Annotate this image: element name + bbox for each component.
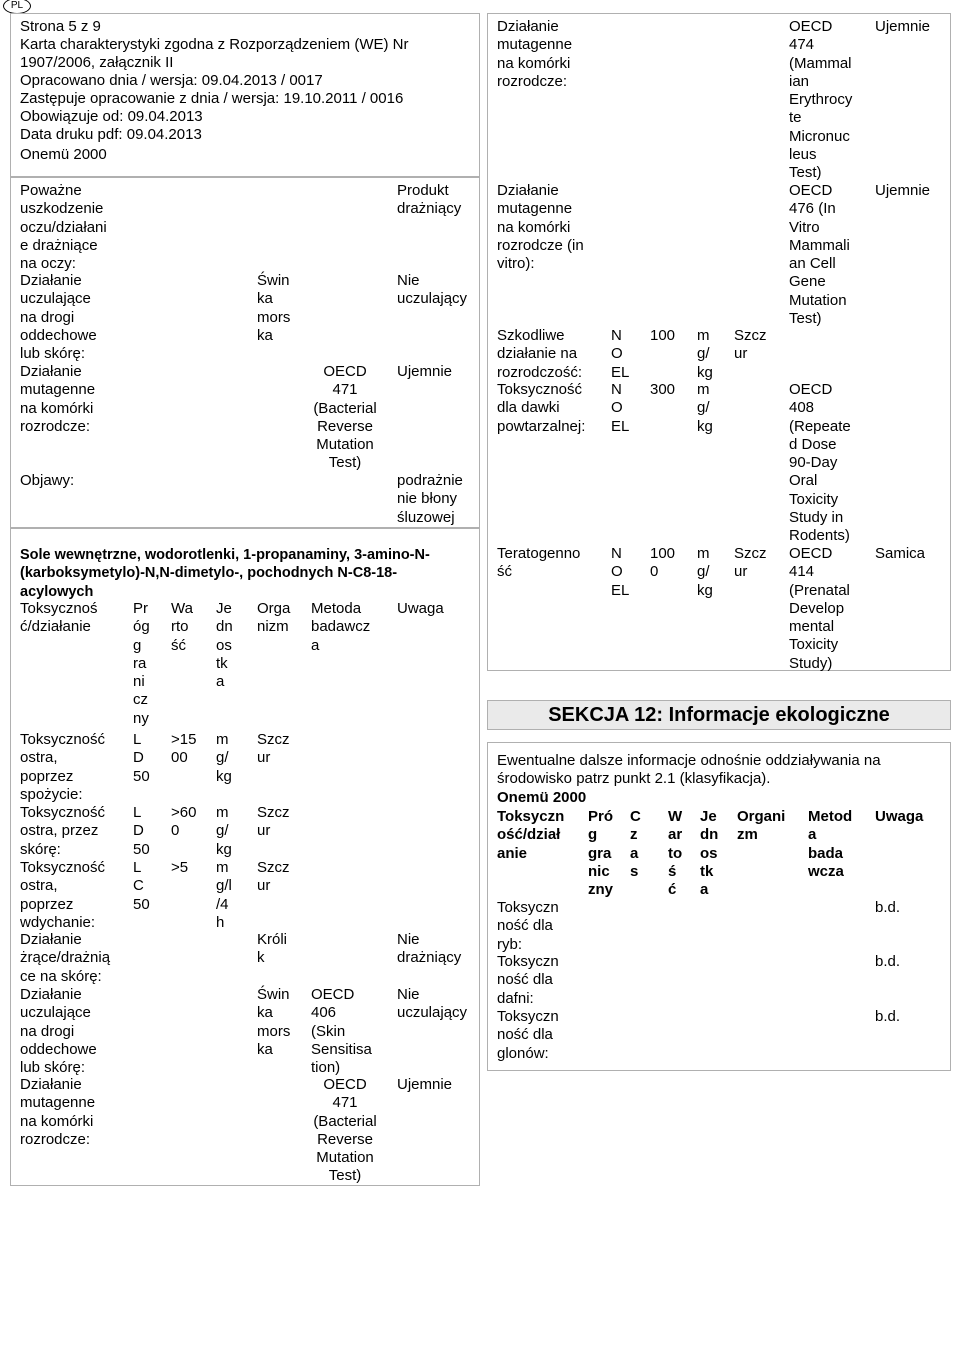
table-row: Toksyczność ostra, poprzez wdychanie: — [20, 859, 106, 931]
table-cell: Szcz ur — [257, 731, 290, 767]
table-cell: L D 50 — [133, 731, 150, 785]
language-badge: PL — [3, 0, 31, 14]
regulation: 1907/2006, załącznik II — [20, 54, 174, 71]
eco-th-note: Uwaga — [875, 808, 924, 825]
th-value: Wa rto ść — [171, 600, 193, 654]
r-repro-unit: m g/ kg — [697, 327, 713, 381]
table-row: Toksyczn ność dla ryb: — [497, 899, 559, 953]
mutagenicity-method: OECD 471 (Bacterial Reverse Mutation Test) — [313, 363, 377, 472]
r-terato-method: OECD 414 (Prenatal Develop mental Toxicity Study) — [789, 545, 850, 672]
eco-th-organism: Organi zm — [737, 808, 786, 844]
eco-th-value: W ar to ś ć — [668, 808, 683, 899]
eco-product: Onemü 2000 — [497, 789, 587, 806]
table-cell: Ujemnie — [397, 1076, 453, 1093]
table-cell: L D 50 — [133, 804, 150, 858]
eco-th-toxicity: Toksyczn ość/dział anie — [497, 808, 565, 862]
table-cell: Nie drażniący — [397, 931, 462, 967]
table-row: Działanie żrące/drażnią ce na skórę: — [20, 931, 111, 985]
table-cell: b.d. — [875, 1008, 901, 1025]
th-note: Uwaga — [397, 600, 444, 617]
table-cell: Świn ka mors ka — [257, 986, 291, 1058]
page-number: Strona 5 z 9 — [20, 18, 101, 35]
table-row: Toksyczn ność dla glonów: — [497, 1008, 559, 1062]
symptoms-note: podrażnie nie błony śluzowej — [397, 472, 463, 526]
r-mutagen-label: Działanie mutagenne na komórki rozrodcze: — [497, 18, 573, 90]
th-endpoint: Pr óg g ra ni cz ny — [133, 600, 150, 727]
eco-th-duration: C z a s — [630, 808, 641, 880]
r-terato-label: Teratogenno ść — [497, 545, 581, 581]
table-cell: b.d. — [875, 953, 901, 970]
table-row: Toksyczność ostra, poprzez spożycie: — [20, 731, 106, 803]
r-repro-value: 100 — [650, 327, 676, 344]
table-cell: Szcz ur — [257, 804, 290, 840]
valid-from: Obowiązuje od: 09.04.2013 — [20, 108, 203, 125]
r-repeat-endpoint: N O EL — [611, 381, 630, 435]
table-row: Toksyczn ność dla dafni: — [497, 953, 559, 1007]
eco-intro: Ewentualne dalsze informacje odnośnie oddziaływania na środowisko patrz punkt 2.1 (klasyfikacja). — [497, 752, 881, 788]
th-unit: Je dn os tk a — [216, 600, 233, 691]
table-cell: m g/ kg — [216, 731, 232, 785]
r-terato-value: 100 0 — [650, 545, 676, 581]
th-toxicity: Toksycznoś ć/działanie — [20, 600, 98, 636]
r-invitro-note: Ujemnie — [875, 182, 931, 199]
eye-damage-note: Produkt drażniący — [397, 182, 462, 218]
th-organism: Orga nizm — [257, 600, 291, 636]
r-terato-note: Samica — [875, 545, 926, 562]
table-cell: OECD 406 (Skin Sensitisa tion) — [311, 986, 372, 1077]
document-type: Karta charakterystyki zgodna z Rozporządzeniem (WE) Nr — [20, 36, 409, 53]
r-repro-label: Szkodliwe działanie na rozrodczość: — [497, 327, 583, 381]
r-repeat-label: Toksyczność dla dawki powtarzalnej: — [497, 381, 586, 435]
table-cell: >15 00 — [171, 731, 197, 767]
table-cell: Szcz ur — [257, 859, 290, 895]
r-mutagen-method: OECD 474 (Mammal ian Erythrocy te Micronuc leus Test) — [789, 18, 853, 182]
r-invitro-label: Działanie mutagenne na komórki rozrodcze (in vitro): — [497, 182, 584, 273]
section-12-title: SEKCJA 12: Informacje ekologiczne — [548, 704, 890, 726]
eco-th-endpoint: Pró g gra nic zny — [588, 808, 614, 899]
sensitisation-organism: Świn ka mors ka — [257, 272, 291, 344]
table-cell: b.d. — [875, 899, 901, 916]
mutagenicity-note: Ujemnie — [397, 363, 453, 380]
r-repro-endpoint: N O EL — [611, 327, 630, 381]
r-invitro-method: OECD 476 (In Vitro Mammali an Cell Gene Mutation Test) — [789, 182, 850, 328]
eye-damage-label: Poważne uszkodzenie oczu/działani e drażniące na oczy: — [20, 182, 107, 273]
table-cell: m g/l /4 h — [216, 859, 232, 931]
table-cell: OECD 471 (Bacterial Reverse Mutation Test) — [313, 1076, 377, 1185]
substance-heading: Sole wewnętrzne, wodorotlenki, 1-propanaminy, 3-amino-N- (karboksymetylo)-N,N-dimetylo-, pochodnych N-C8-18- acylowych — [20, 547, 430, 600]
table-row: Działanie uczulające na drogi oddechowe lub skórę: — [20, 986, 97, 1077]
prepared-date: Opracowano dnia / wersja: 09.04.2013 / 0017 — [20, 72, 323, 89]
table-row: Toksyczność ostra, przez skórę: — [20, 804, 106, 858]
print-date: Data druku pdf: 09.04.2013 — [20, 126, 202, 143]
table-cell: m g/ kg — [216, 804, 232, 858]
r-repro-organism: Szcz ur — [734, 327, 767, 363]
r-mutagen-note: Ujemnie — [875, 18, 931, 35]
r-terato-unit: m g/ kg — [697, 545, 713, 599]
table-row: Działanie mutagenne na komórki rozrodcze: — [20, 1076, 96, 1148]
product-name: Onemü 2000 — [20, 146, 107, 163]
symptoms-label: Objawy: — [20, 472, 75, 489]
table-cell: >5 — [171, 859, 189, 876]
r-terato-organism: Szcz ur — [734, 545, 767, 581]
table-cell: Króli k — [257, 931, 288, 967]
r-repeat-unit: m g/ kg — [697, 381, 713, 435]
r-terato-endpoint: N O EL — [611, 545, 630, 599]
replaces-version: Zastępuje opracowanie z dnia / wersja: 19.10.2011 / 0016 — [20, 90, 404, 107]
eco-th-unit: Je dn os tk a — [700, 808, 719, 899]
table-cell: >60 0 — [171, 804, 197, 840]
sensitisation-note: Nie uczulający — [397, 272, 468, 308]
r-repeat-value: 300 — [650, 381, 676, 398]
th-method: Metoda badawcz a — [311, 600, 371, 654]
eco-th-method: Metod a bada wcza — [808, 808, 853, 880]
table-cell: Nie uczulający — [397, 986, 468, 1022]
sensitisation-label: Działanie uczulające na drogi oddechowe lub skórę: — [20, 272, 97, 363]
table-cell: L C 50 — [133, 859, 150, 913]
mutagenicity-label: Działanie mutagenne na komórki rozrodcze: — [20, 363, 96, 435]
r-repeat-method: OECD 408 (Repeate d Dose 90-Day Oral Toxicity Study in Rodents) — [789, 381, 851, 545]
